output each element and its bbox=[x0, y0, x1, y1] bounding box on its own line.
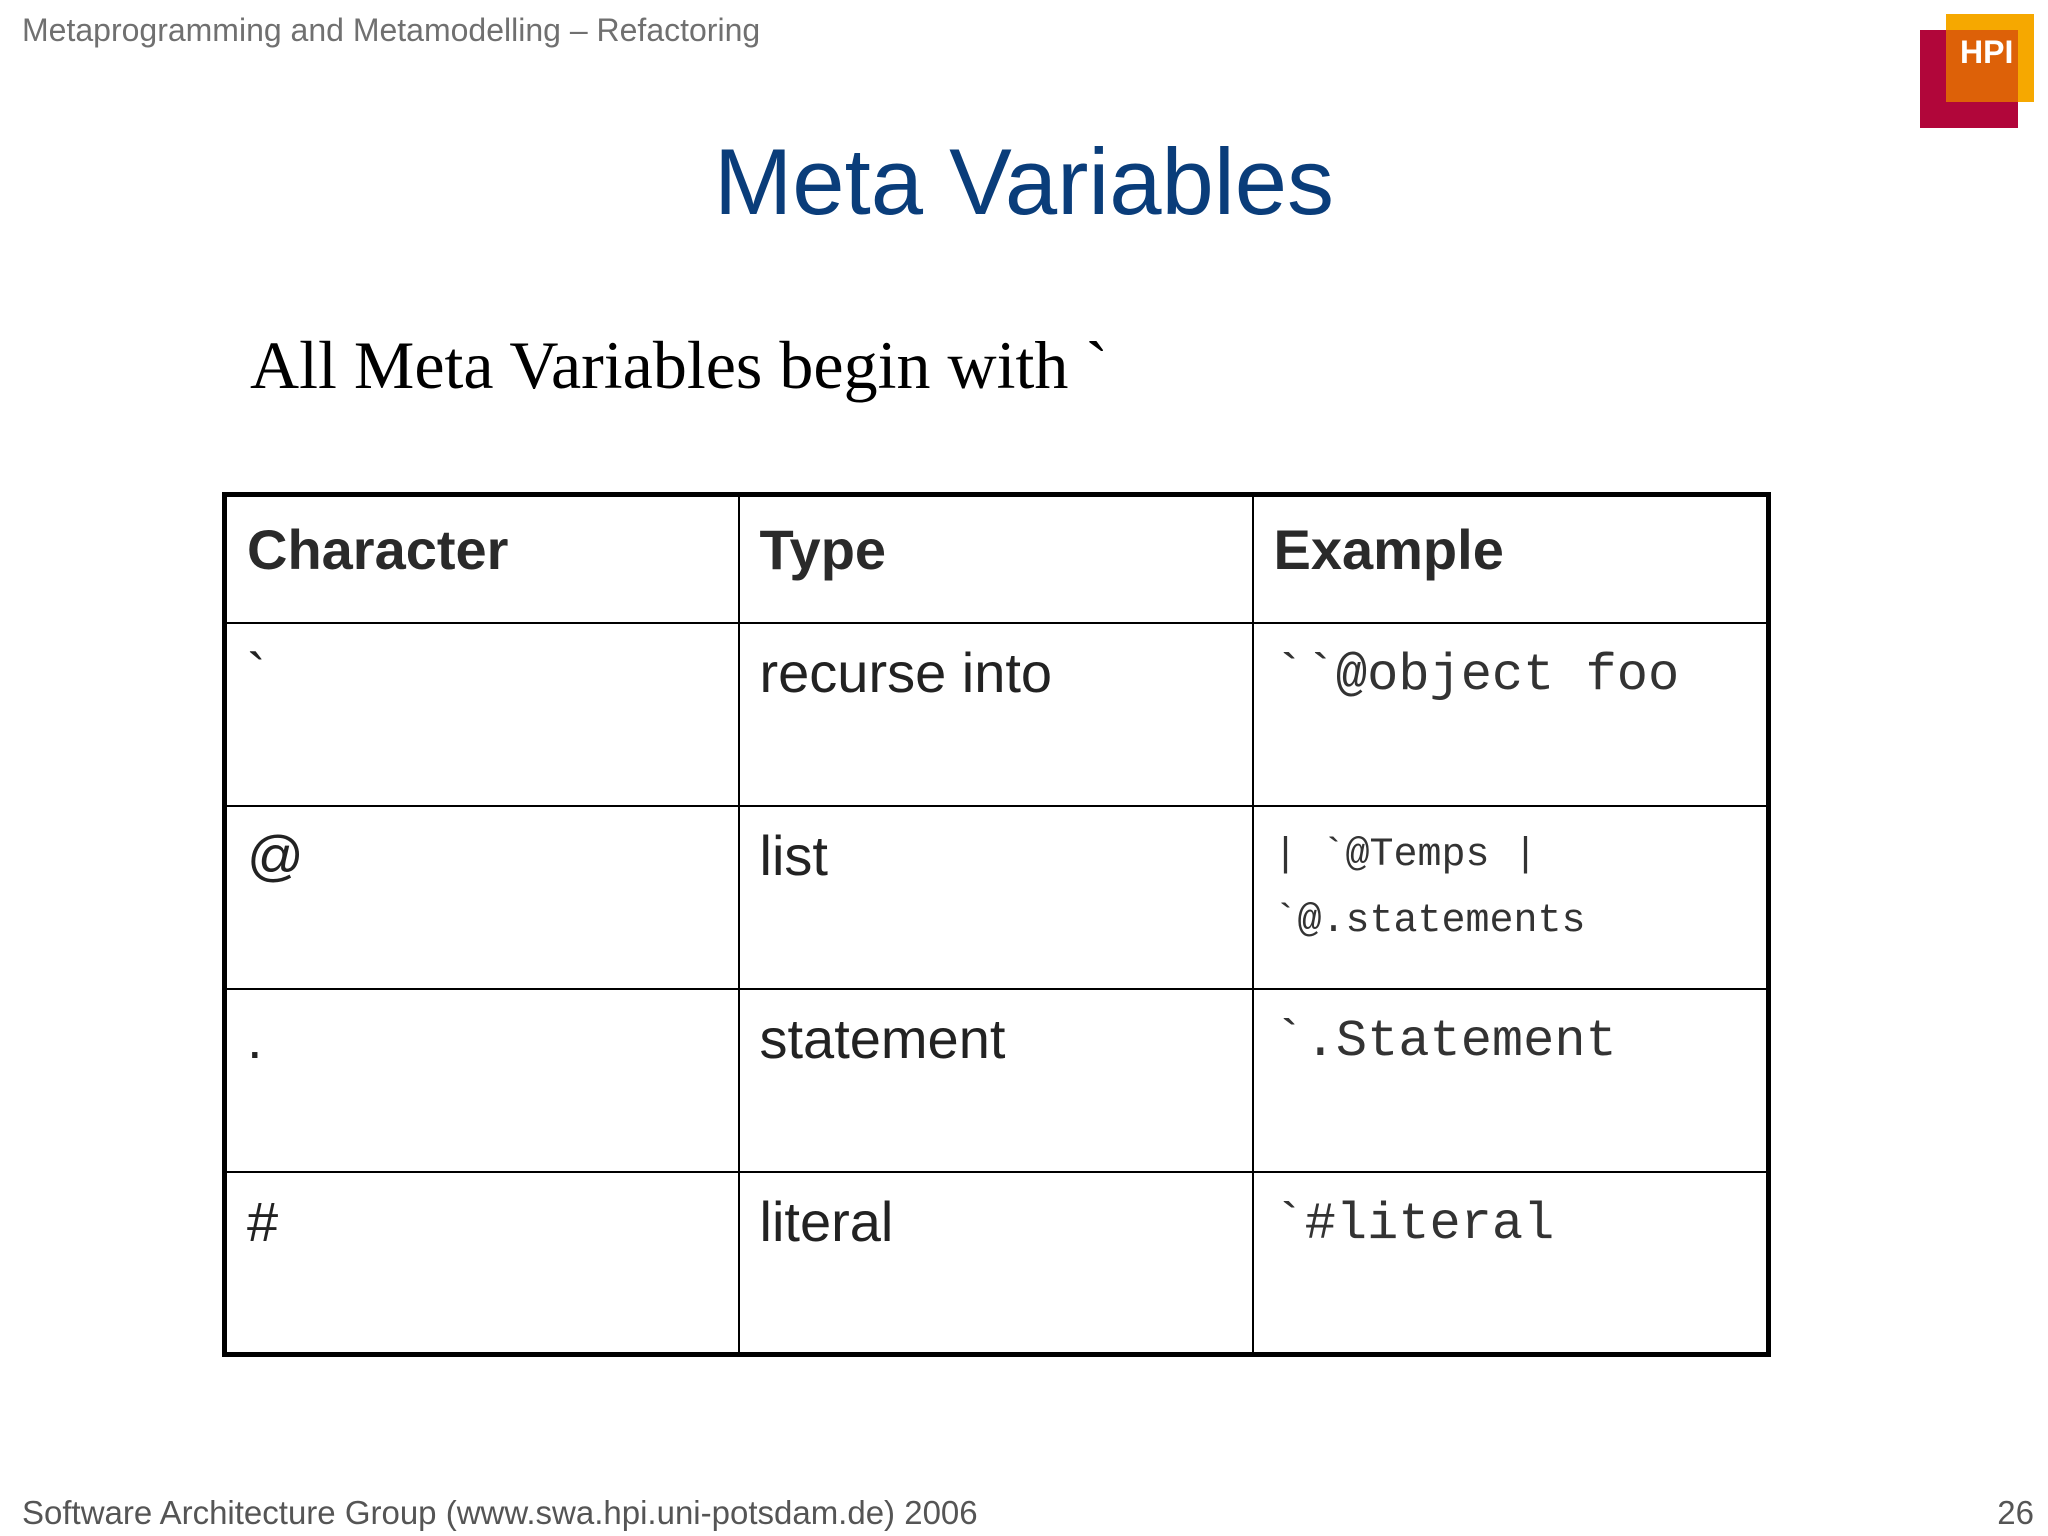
table-row bbox=[225, 1172, 1769, 1355]
cell-type: list bbox=[739, 806, 1253, 989]
table-row bbox=[225, 989, 1769, 1172]
cell-example bbox=[1253, 623, 1769, 806]
cell-type: literal bbox=[739, 1172, 1253, 1355]
cell-character: # bbox=[225, 1172, 739, 1355]
cell-type: recurse into bbox=[739, 623, 1253, 806]
cell-example bbox=[1253, 989, 1769, 1172]
table-header-row bbox=[225, 495, 1769, 623]
cell-example bbox=[1253, 1172, 1769, 1355]
column-header-example: Example bbox=[1253, 495, 1769, 623]
slide-subtitle: All Meta Variables begin with ` bbox=[250, 327, 1109, 403]
example-code-line: ``@object foo bbox=[1273, 645, 1680, 705]
column-header-type: Type bbox=[739, 495, 1253, 623]
cell-character: @ bbox=[225, 806, 739, 989]
cell-example bbox=[1253, 806, 1769, 989]
footer-credit: Software Architecture Group (www.swa.hpi.uni-potsdam.de) 2006 bbox=[22, 1494, 978, 1531]
table-row bbox=[225, 623, 1769, 806]
meta-variables-table bbox=[222, 492, 1771, 1357]
slide-title: Meta Variables bbox=[714, 129, 1334, 234]
page-number: 26 bbox=[1997, 1494, 2034, 1531]
table-row bbox=[225, 806, 1769, 989]
example-code-line: `.Statement bbox=[1273, 1011, 1617, 1071]
hpi-logo bbox=[1920, 14, 2034, 128]
column-header-character: Character bbox=[225, 495, 739, 623]
cell-character: ` bbox=[225, 623, 739, 806]
example-code-line: | `@Temps | bbox=[1273, 832, 1538, 878]
cell-type: statement bbox=[739, 989, 1253, 1172]
logo-text: HPI bbox=[1960, 34, 2014, 70]
example-code-line: `@.statements bbox=[1273, 898, 1586, 944]
cell-character: . bbox=[225, 989, 739, 1172]
lecture-title: Metaprogramming and Metamodelling – Refactoring bbox=[22, 12, 761, 48]
example-code-line: `#literal bbox=[1273, 1194, 1555, 1254]
